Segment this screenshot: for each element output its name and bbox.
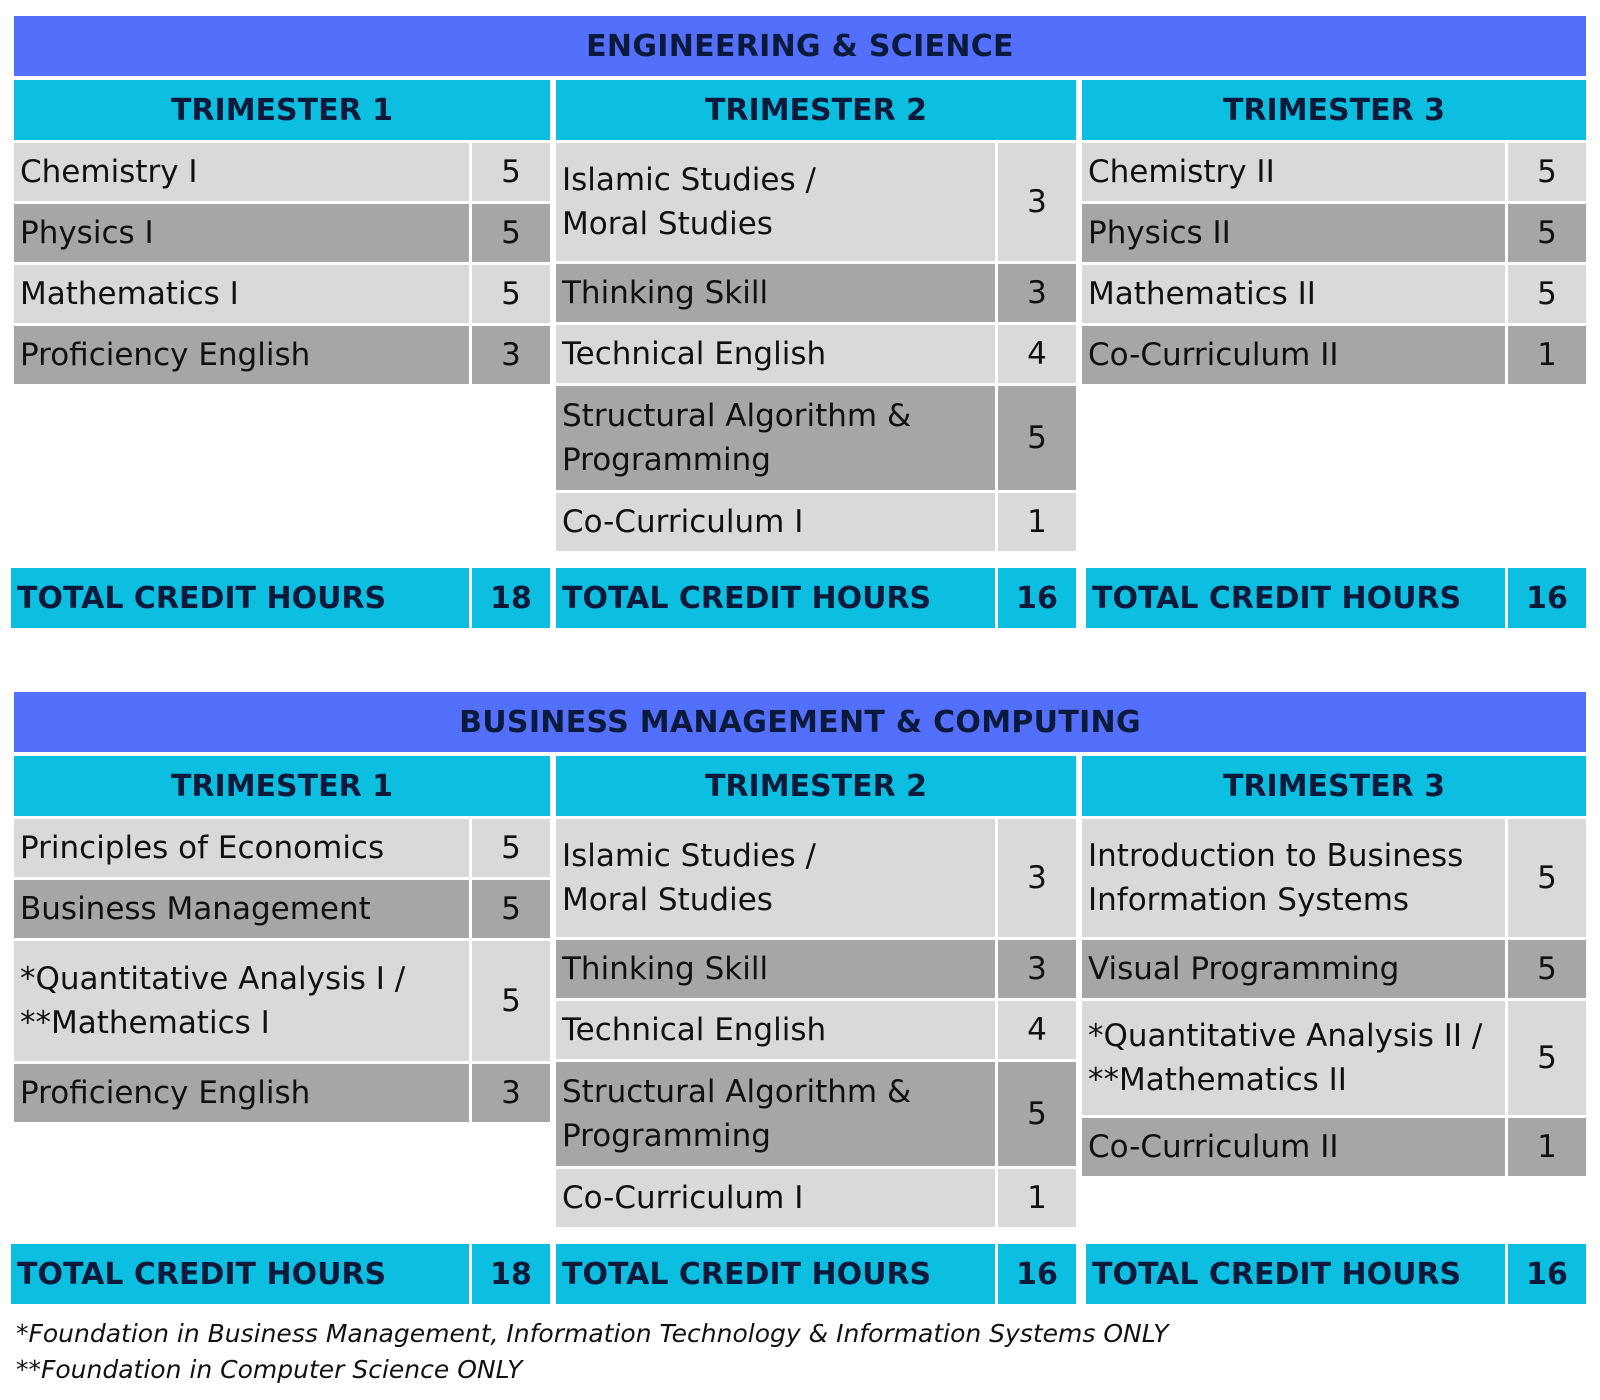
trimester-1-table bbox=[14, 80, 550, 384]
course-row bbox=[1082, 326, 1586, 384]
course-name: Principles of Economics bbox=[14, 819, 469, 877]
course-row bbox=[1082, 1118, 1586, 1176]
course-row bbox=[14, 880, 550, 938]
course-name: Co-Curriculum I bbox=[556, 1169, 995, 1227]
total-credit-hours-row bbox=[11, 568, 550, 628]
course-credits: 5 bbox=[472, 941, 550, 1061]
trimester-title: TRIMESTER 1 bbox=[14, 80, 550, 140]
course-row bbox=[556, 1062, 1076, 1166]
course-name: Structural Algorithm & Programming bbox=[556, 1062, 995, 1166]
course-row bbox=[1082, 940, 1586, 998]
course-credits: 5 bbox=[998, 386, 1076, 490]
course-row bbox=[1082, 265, 1586, 323]
program-title: BUSINESS MANAGEMENT & COMPUTING bbox=[14, 692, 1586, 752]
course-credits: 3 bbox=[998, 819, 1076, 937]
course-name: *Quantitative Analysis I / **Mathematics I bbox=[14, 941, 469, 1061]
course-credits: 5 bbox=[1508, 204, 1586, 262]
total-label: TOTAL CREDIT HOURS bbox=[1086, 568, 1505, 628]
total-value: 16 bbox=[998, 1244, 1076, 1304]
footnotes bbox=[16, 1316, 1169, 1388]
total-credit-hours-row bbox=[1086, 1244, 1586, 1304]
course-name: Structural Algorithm & Programming bbox=[556, 386, 995, 490]
course-name: Physics I bbox=[14, 204, 469, 262]
footnote: **Foundation in Computer Science ONLY bbox=[16, 1355, 523, 1384]
course-credits: 1 bbox=[998, 1169, 1076, 1227]
course-credits: 5 bbox=[1508, 1001, 1586, 1115]
trimester-title: TRIMESTER 2 bbox=[556, 80, 1076, 140]
course-credits: 5 bbox=[472, 265, 550, 323]
course-credits: 5 bbox=[472, 880, 550, 938]
course-row bbox=[1082, 1001, 1586, 1115]
course-credits: 4 bbox=[998, 325, 1076, 383]
total-label: TOTAL CREDIT HOURS bbox=[556, 1244, 995, 1304]
course-name: Chemistry II bbox=[1082, 143, 1505, 201]
course-credits: 5 bbox=[472, 819, 550, 877]
total-label: TOTAL CREDIT HOURS bbox=[11, 568, 469, 628]
trimester-title: TRIMESTER 3 bbox=[1082, 756, 1586, 816]
trimester-3-table bbox=[1082, 756, 1586, 1176]
course-name: Physics II bbox=[1082, 204, 1505, 262]
total-label: TOTAL CREDIT HOURS bbox=[556, 568, 995, 628]
course-credits: 3 bbox=[472, 1064, 550, 1122]
course-name: Co-Curriculum II bbox=[1082, 326, 1505, 384]
course-name: Islamic Studies / Moral Studies bbox=[556, 819, 995, 937]
course-credits: 3 bbox=[998, 143, 1076, 261]
course-name: Chemistry I bbox=[14, 143, 469, 201]
course-credits: 1 bbox=[1508, 326, 1586, 384]
course-row bbox=[556, 493, 1076, 551]
total-credit-hours-row bbox=[1086, 568, 1586, 628]
course-name: Co-Curriculum I bbox=[556, 493, 995, 551]
course-name: Proficiency English bbox=[14, 326, 469, 384]
total-label: TOTAL CREDIT HOURS bbox=[1086, 1244, 1505, 1304]
course-name: Mathematics I bbox=[14, 265, 469, 323]
program-title: ENGINEERING & SCIENCE bbox=[14, 16, 1586, 76]
trimester-3-table bbox=[1082, 80, 1586, 384]
course-credits: 3 bbox=[998, 940, 1076, 998]
course-name: Co-Curriculum II bbox=[1082, 1118, 1505, 1176]
course-name: Islamic Studies / Moral Studies bbox=[556, 143, 995, 261]
total-value: 18 bbox=[472, 568, 550, 628]
footnote: *Foundation in Business Management, Information Technology & Information Systems ONLY bbox=[16, 1319, 1169, 1348]
course-credits: 5 bbox=[1508, 819, 1586, 937]
course-credits: 1 bbox=[1508, 1118, 1586, 1176]
trimester-title: TRIMESTER 3 bbox=[1082, 80, 1586, 140]
course-row bbox=[14, 326, 550, 384]
course-row bbox=[14, 204, 550, 262]
course-row bbox=[1082, 204, 1586, 262]
trimester-2-table bbox=[556, 756, 1076, 1227]
total-value: 18 bbox=[472, 1244, 550, 1304]
course-row bbox=[556, 386, 1076, 490]
trimester-title: TRIMESTER 2 bbox=[556, 756, 1076, 816]
course-credits: 5 bbox=[998, 1062, 1076, 1166]
trimester-1-table bbox=[14, 756, 550, 1122]
total-value: 16 bbox=[1508, 568, 1586, 628]
course-name: Technical English bbox=[556, 1001, 995, 1059]
course-credits: 5 bbox=[1508, 940, 1586, 998]
course-row bbox=[556, 264, 1076, 322]
course-row bbox=[1082, 819, 1586, 937]
course-credits: 3 bbox=[472, 326, 550, 384]
course-credits: 4 bbox=[998, 1001, 1076, 1059]
course-credits: 1 bbox=[998, 493, 1076, 551]
course-name: Technical English bbox=[556, 325, 995, 383]
course-row bbox=[14, 143, 550, 201]
total-credit-hours-row bbox=[556, 1244, 1076, 1304]
total-credit-hours-row bbox=[11, 1244, 550, 1304]
course-row bbox=[1082, 143, 1586, 201]
course-row bbox=[556, 819, 1076, 937]
trimester-title: TRIMESTER 1 bbox=[14, 756, 550, 816]
course-name: Thinking Skill bbox=[556, 940, 995, 998]
course-name: Visual Programming bbox=[1082, 940, 1505, 998]
course-row bbox=[14, 819, 550, 877]
course-name: Business Management bbox=[14, 880, 469, 938]
course-name: Introduction to Business Information Systems bbox=[1082, 819, 1505, 937]
course-row bbox=[556, 1169, 1076, 1227]
total-value: 16 bbox=[998, 568, 1076, 628]
course-credits: 5 bbox=[1508, 265, 1586, 323]
course-row bbox=[556, 325, 1076, 383]
course-name: *Quantitative Analysis II / **Mathematics II bbox=[1082, 1001, 1505, 1115]
course-row bbox=[14, 1064, 550, 1122]
course-credits: 5 bbox=[472, 143, 550, 201]
total-credit-hours-row bbox=[556, 568, 1076, 628]
course-row bbox=[556, 940, 1076, 998]
course-row bbox=[556, 1001, 1076, 1059]
course-name: Proficiency English bbox=[14, 1064, 469, 1122]
course-credits: 3 bbox=[998, 264, 1076, 322]
course-name: Thinking Skill bbox=[556, 264, 995, 322]
course-row bbox=[556, 143, 1076, 261]
course-name: Mathematics II bbox=[1082, 265, 1505, 323]
trimester-2-table bbox=[556, 80, 1076, 551]
course-row bbox=[14, 265, 550, 323]
total-value: 16 bbox=[1508, 1244, 1586, 1304]
total-label: TOTAL CREDIT HOURS bbox=[11, 1244, 469, 1304]
course-credits: 5 bbox=[1508, 143, 1586, 201]
course-row bbox=[14, 941, 550, 1061]
course-credits: 5 bbox=[472, 204, 550, 262]
